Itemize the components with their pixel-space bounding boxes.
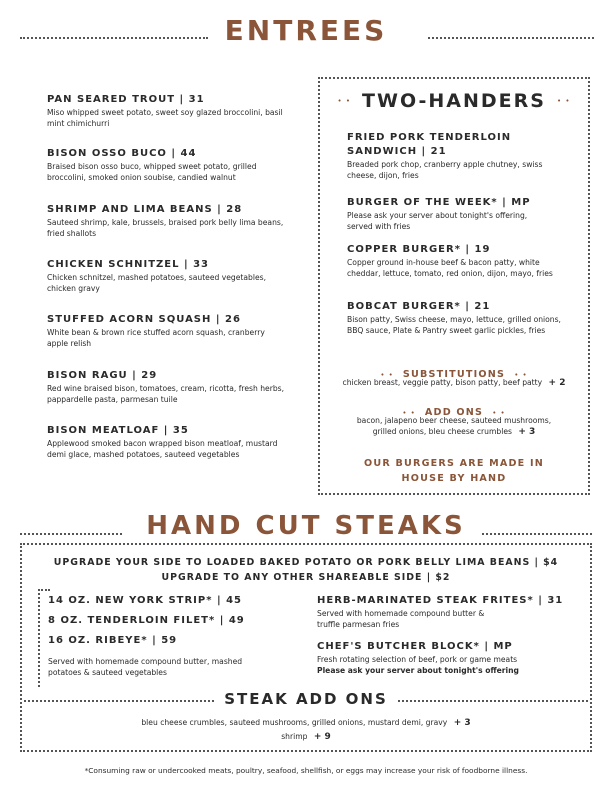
steak-addons-text: bleu cheese crumbles, sauteed mushrooms, grilled onions, mustard demi, gravy	[141, 718, 448, 727]
entree-name: BISON OSSO BUCO | 44	[47, 148, 197, 159]
entree-item	[47, 147, 287, 203]
entree-desc: Braised bison osso buco, whipped sweet potato, grilled broccolini, smoked onion soubise, candied walnut	[47, 162, 257, 182]
steaks-rule-right	[482, 533, 592, 535]
entree-item	[47, 93, 287, 147]
two-hander-desc: Breaded pork chop, cranberry apple chutney, swiss cheese, dijon, fries	[347, 160, 543, 180]
entree-name: BISON MEATLOAF | 35	[47, 425, 189, 436]
steak-item: 14 OZ. NEW YORK STRIP* | 45	[48, 595, 242, 606]
steak-item: 8 OZ. TENDERLOIN FILET* | 49	[48, 615, 245, 626]
steak-addons-line-2	[24, 731, 588, 743]
two-handers-header	[320, 90, 588, 112]
two-hander-item	[347, 131, 579, 196]
steak-desc: Fresh rotating selection of beef, pork or game meats	[317, 655, 518, 664]
two-handers-title: TWO-HANDERS	[362, 90, 546, 112]
steak-addons-line-1	[24, 717, 588, 729]
two-hander-item	[347, 300, 579, 336]
upgrade-line-1: UPGRADE YOUR SIDE TO LOADED BAKED POTATO OR PORK BELLY LIMA BEANS | $4	[53, 557, 559, 568]
substitutions-text: chicken breast, veggie patty, bison patty, beef patty	[342, 378, 543, 387]
two-hander-desc: Please ask your server about tonight's offering, served with fries	[347, 211, 528, 231]
entrees-list	[47, 93, 287, 460]
substitutions-price: + 2	[548, 378, 566, 388]
two-hander-name: BURGER OF THE WEEK* | MP	[347, 197, 531, 208]
substitutions-title: SUBSTITUTIONS	[402, 369, 506, 380]
addons-line	[345, 415, 563, 438]
entree-desc: Sauteed shrimp, kale, brussels, braised pork belly lima beans, fried shallots	[47, 218, 284, 238]
addons-price: + 3	[518, 427, 536, 437]
entree-desc: Miso whipped sweet potato, sweet soy glazed broccolini, basil mint chimichurri	[47, 108, 283, 128]
two-hander-desc: Bison patty, Swiss cheese, mayo, lettuce, grilled onions, BBQ sauce, Plate & Pantry sweet garlic pickles, fries	[347, 315, 561, 335]
steak-name: CHEF'S BUTCHER BLOCK* | MP	[317, 641, 513, 652]
steak-item: 16 OZ. RIBEYE* | 59	[48, 635, 178, 646]
steaks-rule-left	[20, 533, 130, 535]
entree-name: PAN SEARED TROUT | 31	[47, 94, 205, 105]
steak-addons-price: + 3	[453, 718, 471, 728]
two-hander-item	[347, 243, 579, 300]
entree-item	[47, 369, 287, 424]
two-hander-desc: Copper ground in-house beef & bacon patty, white cheddar, lettuce, tomato, red onion, dijon, mayo, fries	[347, 258, 553, 278]
entree-desc: Red wine braised bison, tomatoes, cream, ricotta, fresh herbs, pappardelle pasta, parmesan tuile	[47, 384, 285, 404]
substitutions-line	[320, 377, 588, 389]
entree-item	[47, 258, 287, 313]
ornament-dots: • •	[557, 97, 571, 105]
steak-addons-price: + 9	[313, 732, 331, 742]
upgrade-line-2: UPGRADE TO ANY OTHER SHAREABLE SIDE | $2	[161, 572, 451, 583]
entree-desc: White bean & brown rice stuffed acorn squash, cranberry apple relish	[47, 328, 265, 348]
entree-item	[47, 424, 287, 460]
steaks-right-list	[317, 594, 577, 676]
entree-desc: Applewood smoked bacon wrapped bison meatloaf, mustard demi glace, mashed potatoes, sauteed vegetables	[47, 439, 278, 459]
ornament-dots: • •	[337, 97, 351, 105]
two-hander-item	[347, 196, 579, 243]
addons-text: bacon, jalapeno beer cheese, sauteed mushrooms, grilled onions, bleu cheese crumbles	[356, 416, 552, 436]
steak-desc: Served with homemade compound butter, mashed potatoes & sauteed vegetables	[48, 657, 243, 677]
entree-name: STUFFED ACORN SQUASH | 26	[47, 314, 241, 325]
two-handers-list	[347, 131, 579, 336]
entree-name: CHICKEN SCHNITZEL | 33	[47, 259, 210, 270]
entrees-rule-left	[20, 37, 208, 39]
footnote: *Consuming raw or undercooked meats, poultry, seafood, shellfish, or eggs may increase your risk of foodborne illness.	[84, 766, 528, 775]
steak-addons-text: shrimp	[281, 732, 308, 741]
steaks-left-list	[48, 594, 298, 678]
ornament-dots: • •	[380, 371, 394, 379]
steak-desc-bold: Please ask your server about tonight's offering	[317, 666, 519, 675]
ornament-dots: • •	[514, 371, 528, 379]
entrees-rule-right	[428, 37, 594, 39]
entree-name: SHRIMP AND LIMA BEANS | 28	[47, 204, 243, 215]
steak-name: HERB-MARINATED STEAK FRITES* | 31	[317, 595, 564, 606]
two-hander-name: FRIED PORK TENDERLOIN SANDWICH | 21	[347, 132, 512, 157]
two-hander-name: BOBCAT BURGER* | 21	[347, 301, 491, 312]
entree-name: BISON RAGU | 29	[47, 370, 158, 381]
entree-desc: Chicken schnitzel, mashed potatoes, sauteed vegetables, chicken gravy	[47, 273, 267, 293]
ornament-dots: • •	[402, 409, 416, 417]
steak-addons-title: STEAK ADD ONS	[224, 690, 388, 708]
steak-addons-rule-left	[24, 700, 214, 702]
entree-item	[47, 203, 287, 258]
steak-item	[317, 594, 577, 640]
entrees-title: ENTREES	[224, 14, 388, 47]
steaks-title: HAND CUT STEAKS	[124, 511, 488, 541]
burgers-footer: OUR BURGERS ARE MADE IN HOUSE BY HAND	[364, 458, 544, 484]
steak-addons-rule-right	[398, 700, 588, 702]
ornament-dots: • •	[492, 409, 506, 417]
addons-title: ADD ONS	[424, 407, 484, 418]
steak-item	[317, 640, 577, 676]
two-hander-name: COPPER BURGER* | 19	[347, 244, 491, 255]
steak-desc: Served with homemade compound butter & truffle parmesan fries	[317, 609, 485, 629]
entree-item	[47, 313, 287, 369]
